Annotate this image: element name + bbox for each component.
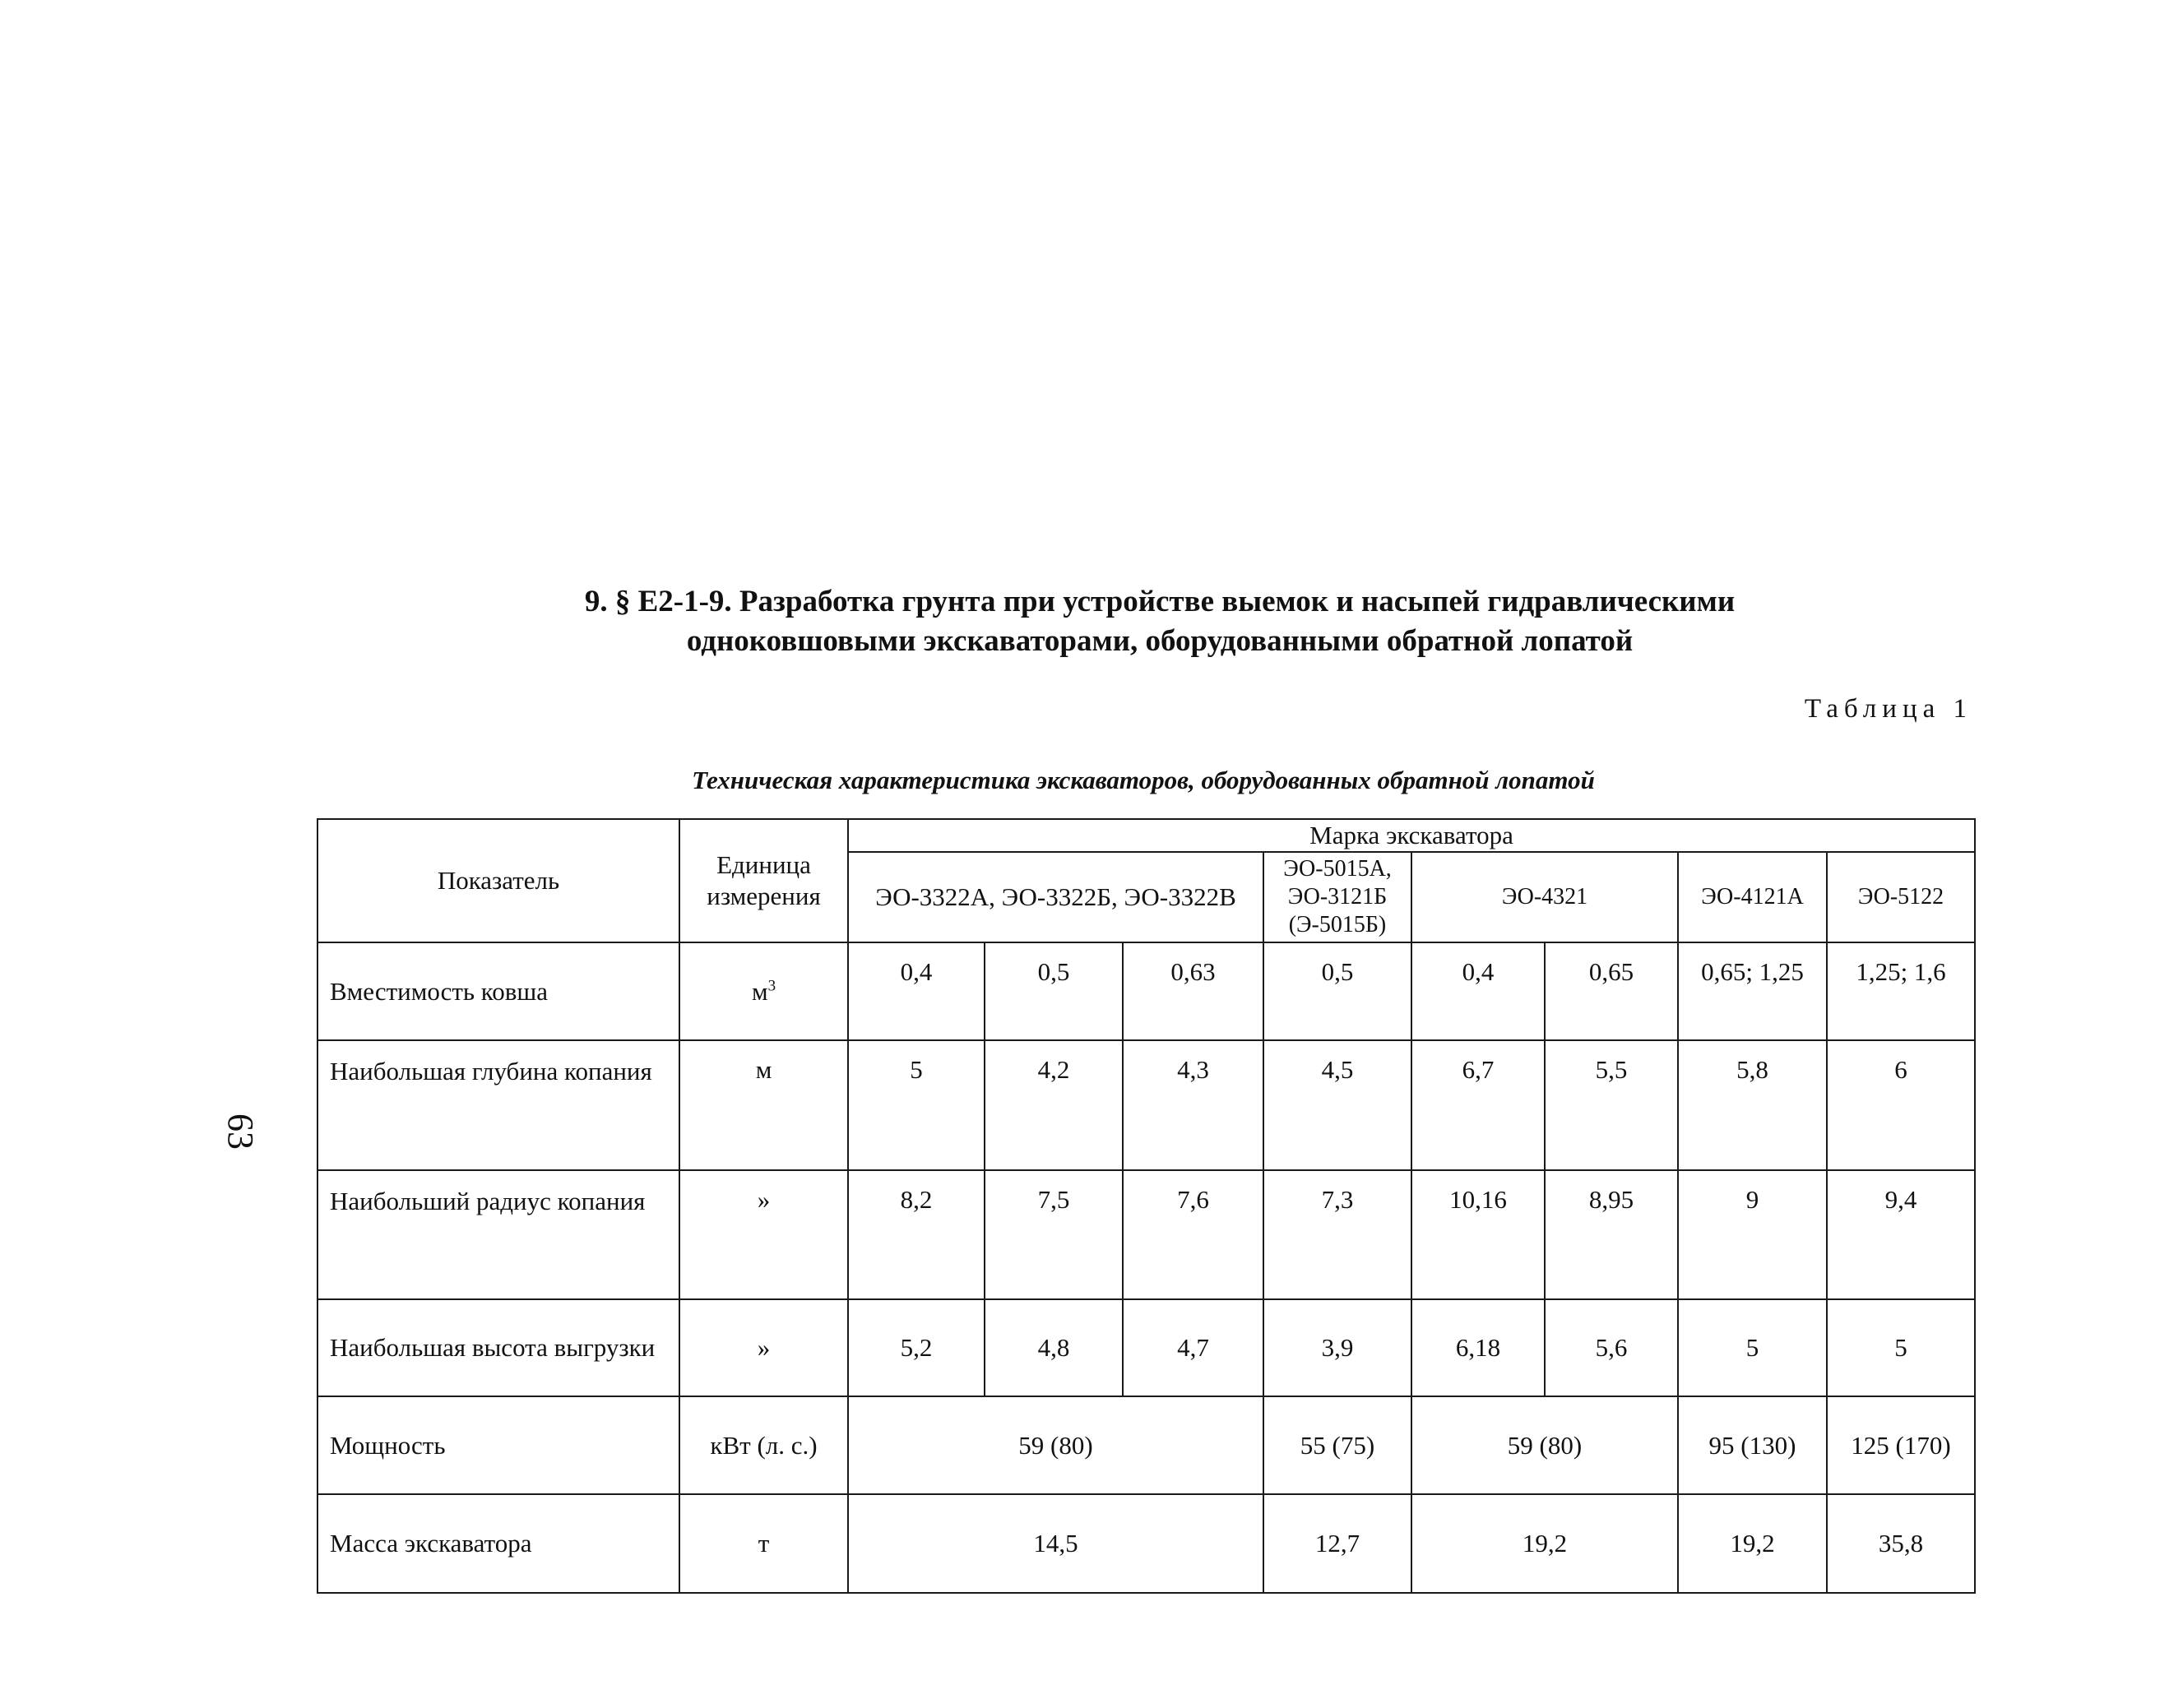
unit-superscript: 3 <box>767 977 776 995</box>
value-cell: 0,63 <box>1123 942 1263 1040</box>
header-row-group <box>317 819 1975 852</box>
value-cell: 0,4 <box>848 942 985 1040</box>
table-row <box>317 1299 1975 1396</box>
header-model-eo4121: ЭО-4121А <box>1678 852 1827 942</box>
value-cell: 95 (130) <box>1678 1396 1827 1494</box>
value-cell: 59 (80) <box>1411 1396 1678 1494</box>
excavator-spec-table <box>317 818 1976 1594</box>
unit-excavator-mass: т <box>679 1494 848 1593</box>
value-cell: 6,18 <box>1411 1299 1545 1396</box>
value-cell: 4,8 <box>985 1299 1123 1396</box>
value-cell: 8,2 <box>848 1170 985 1299</box>
section-title <box>313 582 2007 661</box>
value-cell: 5,2 <box>848 1299 985 1396</box>
header-model-eo5015: ЭО-5015А, ЭО-3121Б (Э-5015Б) <box>1263 852 1411 942</box>
unit-bucket-capacity <box>679 942 848 1040</box>
table-row <box>317 1494 1975 1593</box>
value-cell: 0,5 <box>1263 942 1411 1040</box>
header-param: Показатель <box>317 819 679 942</box>
value-cell: 12,7 <box>1263 1494 1411 1593</box>
unit-text: м <box>751 976 768 1006</box>
header-unit: Единица измерения <box>679 819 848 942</box>
unit-max-unloading-height: » <box>679 1299 848 1396</box>
value-cell: 4,2 <box>985 1040 1123 1170</box>
value-cell: 6 <box>1827 1040 1975 1170</box>
value-cell: 0,5 <box>985 942 1123 1040</box>
param-power: Мощность <box>317 1396 679 1494</box>
value-cell: 5 <box>848 1040 985 1170</box>
value-cell: 5 <box>1827 1299 1975 1396</box>
value-cell: 4,3 <box>1123 1040 1263 1170</box>
value-cell: 7,6 <box>1123 1170 1263 1299</box>
value-cell: 35,8 <box>1827 1494 1975 1593</box>
value-cell: 0,65 <box>1545 942 1678 1040</box>
value-cell: 9 <box>1678 1170 1827 1299</box>
unit-power: кВт (л. с.) <box>679 1396 848 1494</box>
header-model-eo4321: ЭО-4321 <box>1411 852 1678 942</box>
unit-max-digging-radius: » <box>679 1170 848 1299</box>
header-model-group: Марка экскаватора <box>848 819 1975 852</box>
param-max-unloading-height: Наибольшая высота выгрузки <box>317 1299 679 1396</box>
param-max-digging-radius: Наибольший радиус копания <box>317 1170 679 1299</box>
value-cell: 4,7 <box>1123 1299 1263 1396</box>
page-number: 63 <box>220 1113 261 1150</box>
value-cell: 125 (170) <box>1827 1396 1975 1494</box>
value-cell: 59 (80) <box>848 1396 1263 1494</box>
value-cell: 1,25; 1,6 <box>1827 942 1975 1040</box>
value-cell: 0,4 <box>1411 942 1545 1040</box>
param-bucket-capacity: Вместимость ковша <box>317 942 679 1040</box>
value-cell: 19,2 <box>1411 1494 1678 1593</box>
table-row <box>317 1170 1975 1299</box>
header-model-eo3322: ЭО-3322А, ЭО-3322Б, ЭО-3322В <box>848 852 1263 942</box>
table-caption: Техническая характеристика экскаваторов, оборудованных обратной лопатой <box>692 766 1595 794</box>
table-row <box>317 1040 1975 1170</box>
value-cell: 8,95 <box>1545 1170 1678 1299</box>
value-cell: 9,4 <box>1827 1170 1975 1299</box>
value-cell: 10,16 <box>1411 1170 1545 1299</box>
value-cell: 6,7 <box>1411 1040 1545 1170</box>
value-cell: 7,5 <box>985 1170 1123 1299</box>
header-model-eo5122: ЭО-5122 <box>1827 852 1975 942</box>
value-cell: 5 <box>1678 1299 1827 1396</box>
value-cell: 14,5 <box>848 1494 1263 1593</box>
value-cell: 19,2 <box>1678 1494 1827 1593</box>
param-max-digging-depth: Наибольшая глубина копания <box>317 1040 679 1170</box>
table-row <box>317 1396 1975 1494</box>
value-cell: 5,8 <box>1678 1040 1827 1170</box>
unit-max-digging-depth: м <box>679 1040 848 1170</box>
param-excavator-mass: Масса экскаватора <box>317 1494 679 1593</box>
section-title-line-2: одноковшовыми экскаваторами, оборудованными обратной лопатой <box>686 624 1634 658</box>
value-cell: 5,5 <box>1545 1040 1678 1170</box>
value-cell: 55 (75) <box>1263 1396 1411 1494</box>
section-title-line-1: 9. § Е2-1-9. Разработка грунта при устройстве выемок и насыпей гидравлическими <box>584 585 1736 618</box>
table-row <box>317 942 1975 1040</box>
value-cell: 7,3 <box>1263 1170 1411 1299</box>
table-label: Таблица 1 <box>1804 694 1972 724</box>
value-cell: 3,9 <box>1263 1299 1411 1396</box>
value-cell: 0,65; 1,25 <box>1678 942 1827 1040</box>
value-cell: 5,6 <box>1545 1299 1678 1396</box>
value-cell: 4,5 <box>1263 1040 1411 1170</box>
